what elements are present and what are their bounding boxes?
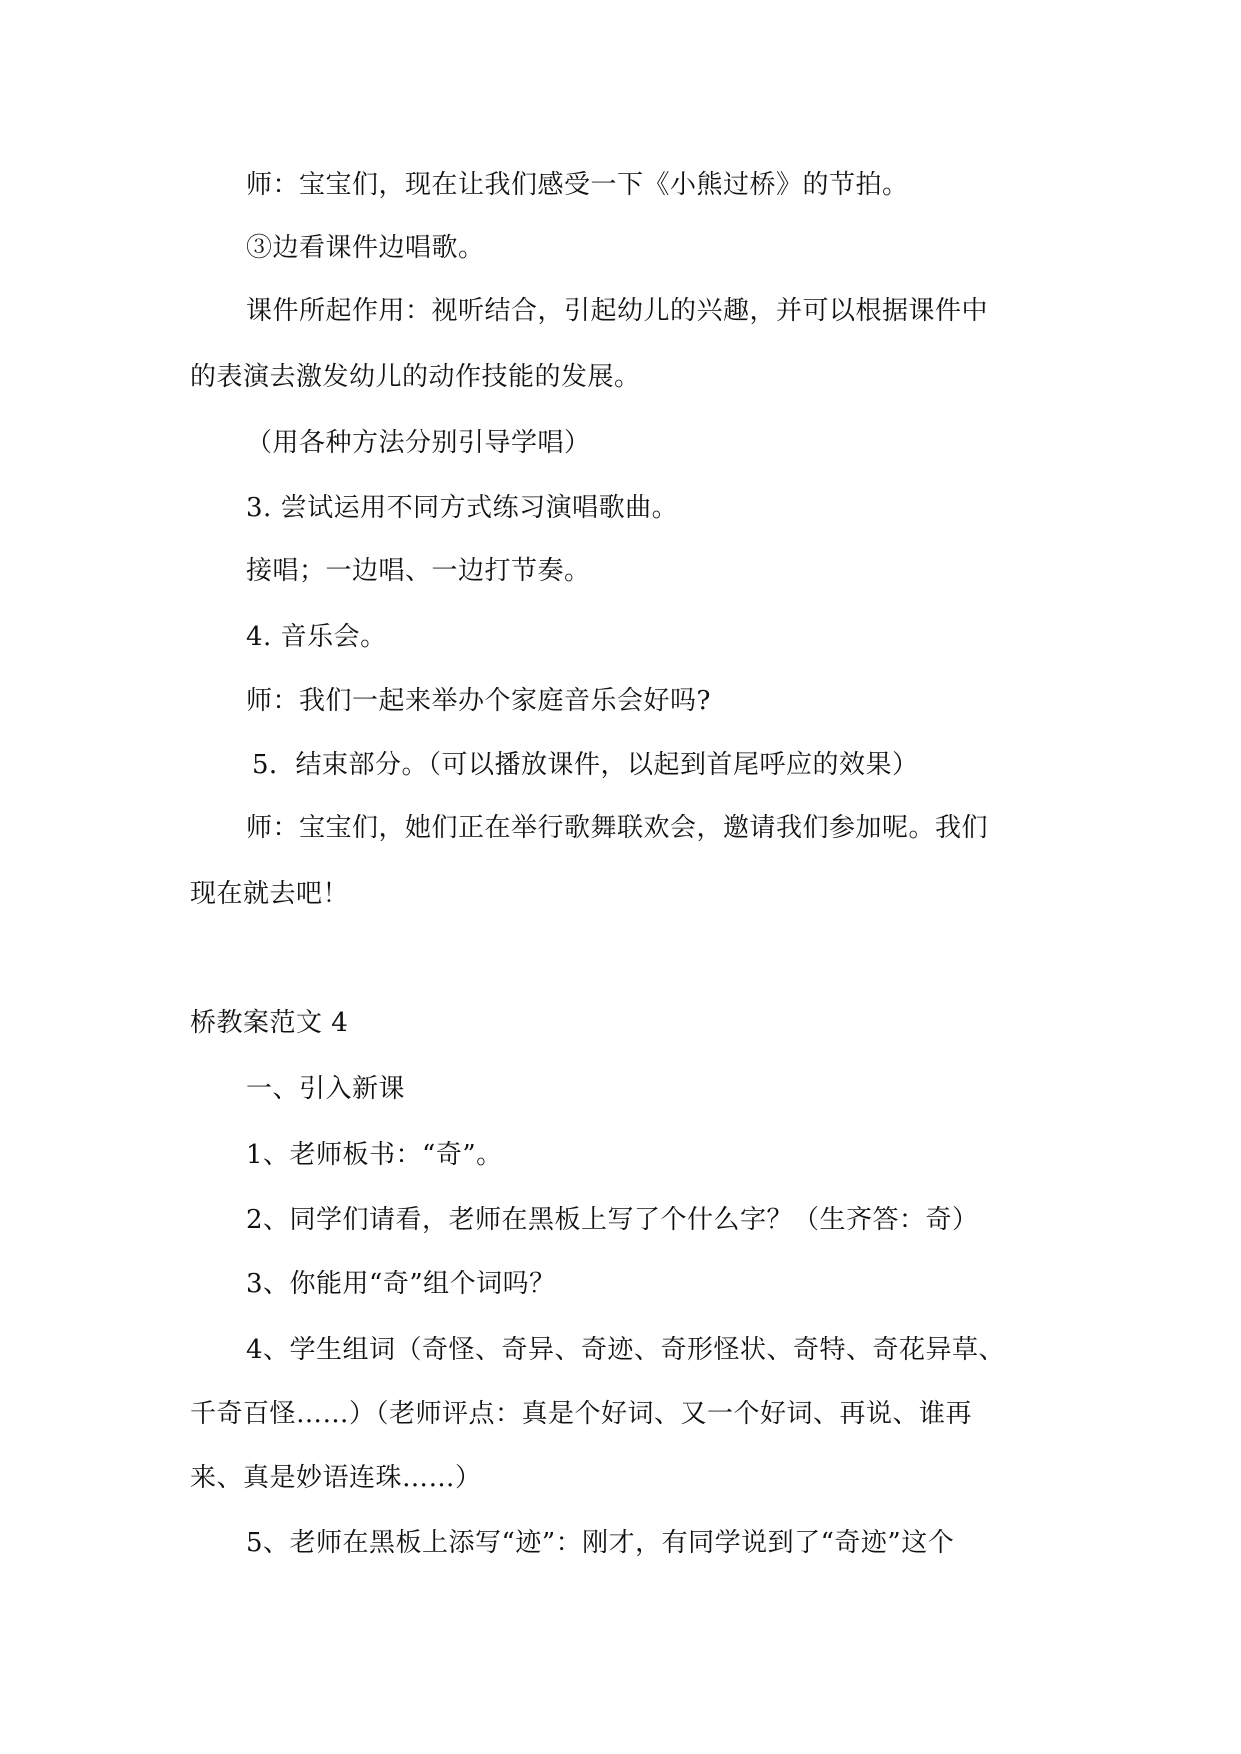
- paragraph-line: 5．结束部分。（可以播放课件，以起到首尾呼应的效果）: [252, 750, 919, 780]
- paragraph-line: ③边看课件边唱歌。: [246, 233, 485, 263]
- paragraph-line: 师：我们一起来举办个家庭音乐会好吗?: [246, 686, 711, 716]
- section-line: 4、学生组词（奇怪、奇异、奇迹、奇形怪状、奇特、奇花异草、: [246, 1335, 1006, 1365]
- paragraph-line: 的表演去激发幼儿的动作技能的发展。: [190, 362, 641, 392]
- section-line: 3、你能用“奇”组个词吗？: [246, 1269, 556, 1299]
- section-line: 一、引入新课: [246, 1074, 406, 1104]
- paragraph-line: 课件所起作用：视听结合，引起幼儿的兴趣，并可以根据课件中: [246, 296, 989, 326]
- section-line: 5、老师在黑板上添写“迹”：刚才，有同学说到了“奇迹”这个: [246, 1528, 955, 1558]
- paragraph-line: 3. 尝试运用不同方式练习演唱歌曲。: [246, 493, 679, 523]
- paragraph-line: 接唱；一边唱、一边打节奏。: [246, 556, 591, 586]
- paragraph-line: 师：宝宝们，现在让我们感受一下《小熊过桥》的节拍。: [246, 170, 909, 200]
- paragraph-line: 师：宝宝们，她们正在举行歌舞联欢会，邀请我们参加呢。我们: [246, 813, 989, 843]
- section-line: 来、真是妙语连珠……）: [190, 1463, 482, 1493]
- section-line: 1、老师板书：“奇”。: [246, 1140, 503, 1170]
- paragraph-line: （用各种方法分别引导学唱）: [246, 428, 591, 458]
- paragraph-line: 现在就去吧！: [190, 879, 350, 909]
- section-title: 桥教案范文 4: [190, 1008, 349, 1038]
- section-line: 千奇百怪……）（老师评点：真是个好词、又一个好词、再说、谁再: [190, 1399, 973, 1429]
- paragraph-line: 4. 音乐会。: [246, 622, 387, 652]
- section-line: 2、同学们请看，老师在黑板上写了个什么字？（生齐答：奇）: [246, 1205, 979, 1235]
